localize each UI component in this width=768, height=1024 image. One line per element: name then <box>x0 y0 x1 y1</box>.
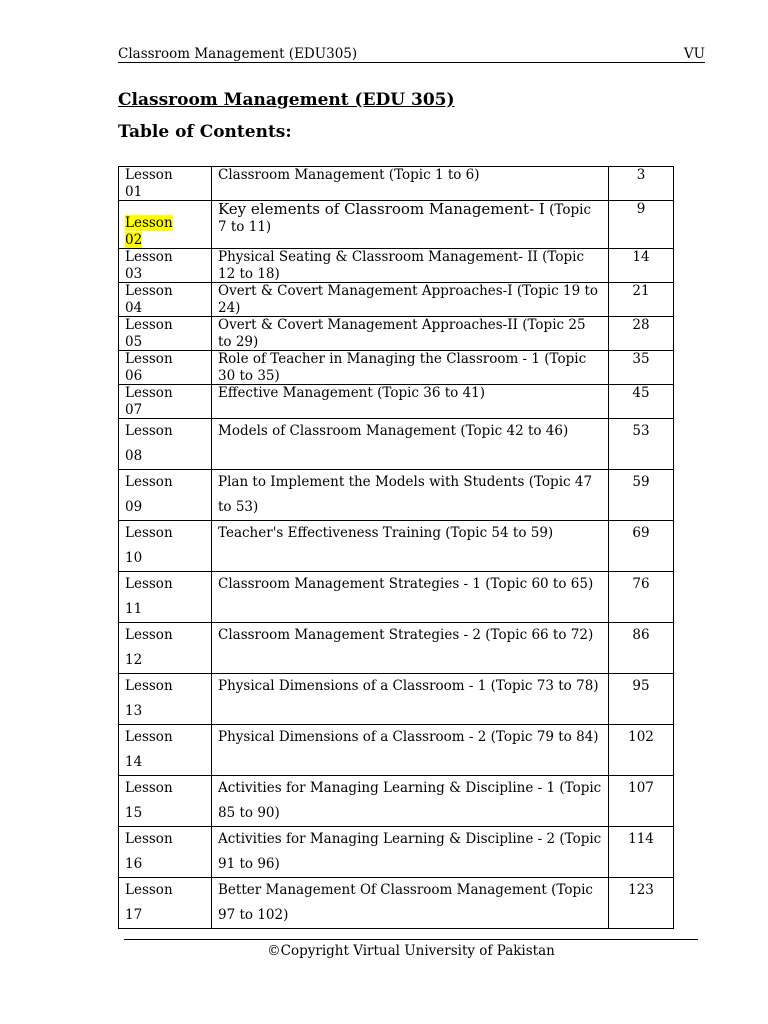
toc-row <box>119 470 674 521</box>
lesson-number-cell: Lesson 12 <box>119 623 212 674</box>
page-number-cell: 45 <box>609 385 674 419</box>
lesson-title-cell: Effective Management (Topic 36 to 41) <box>212 385 609 419</box>
page-number-cell: 76 <box>609 572 674 623</box>
toc-row <box>119 725 674 776</box>
lesson-number-cell: Lesson 14 <box>119 725 212 776</box>
lesson-number-cell: Lesson 08 <box>119 419 212 470</box>
toc-row <box>119 249 674 283</box>
toc-row <box>119 317 674 351</box>
highlighted-text: Lesson <box>125 215 173 231</box>
page-number-cell: 102 <box>609 725 674 776</box>
copyright-footer: ©Copyright Virtual University of Pakistan <box>267 943 555 959</box>
lesson-number-cell: Lesson 10 <box>119 521 212 572</box>
lesson-number-cell <box>119 201 212 249</box>
lesson-title-cell: Classroom Management (Topic 1 to 6) <box>212 167 609 201</box>
lesson-number-cell: Lesson 11 <box>119 572 212 623</box>
lesson-title-cell: Overt & Covert Management Approaches-II (Topic 25 to 29) <box>212 317 609 351</box>
toc-row <box>119 167 674 201</box>
toc-row <box>119 419 674 470</box>
footer-divider <box>124 939 698 940</box>
page-number-cell: 28 <box>609 317 674 351</box>
lesson-number-cell: Lesson 01 <box>119 167 212 201</box>
header-institution: VU <box>683 46 705 62</box>
lesson-number-cell: Lesson 16 <box>119 827 212 878</box>
toc-row <box>119 283 674 317</box>
page-number-cell: 53 <box>609 419 674 470</box>
highlighted-text: 02 <box>125 231 143 248</box>
page-number-cell: 21 <box>609 283 674 317</box>
page-number-cell: 95 <box>609 674 674 725</box>
lesson-title-cell: Better Management Of Classroom Management (Topic 97 to 102) <box>212 878 609 929</box>
page-number-cell: 59 <box>609 470 674 521</box>
lesson-title-cell: Classroom Management Strategies - 2 (Topic 66 to 72) <box>212 623 609 674</box>
page-header <box>118 46 705 63</box>
toc-row <box>119 385 674 419</box>
lesson-number-cell: Lesson 06 <box>119 351 212 385</box>
page-number-cell: 14 <box>609 249 674 283</box>
header-course-title: Classroom Management (EDU305) <box>118 46 358 62</box>
lesson-title-cell: Role of Teacher in Managing the Classroom - 1 (Topic 30 to 35) <box>212 351 609 385</box>
page-number-cell: 3 <box>609 167 674 201</box>
lesson-title-cell: Physical Dimensions of a Classroom - 2 (Topic 79 to 84) <box>212 725 609 776</box>
toc-row <box>119 674 674 725</box>
page-number-cell: 107 <box>609 776 674 827</box>
lesson-number-cell: Lesson 09 <box>119 470 212 521</box>
page-number-cell: 123 <box>609 878 674 929</box>
toc-row <box>119 878 674 929</box>
lesson-title-cell: Activities for Managing Learning & Discipline - 2 (Topic 91 to 96) <box>212 827 609 878</box>
document-title: Classroom Management (EDU 305) <box>118 90 455 110</box>
lesson-title-cell: Physical Dimensions of a Classroom - 1 (Topic 73 to 78) <box>212 674 609 725</box>
lesson-title-cell: Models of Classroom Management (Topic 42 to 46) <box>212 419 609 470</box>
lesson-number-cell: Lesson 04 <box>119 283 212 317</box>
lesson-number-cell: Lesson 05 <box>119 317 212 351</box>
page-number-cell: 86 <box>609 623 674 674</box>
lesson-number-cell: Lesson 13 <box>119 674 212 725</box>
toc-row <box>119 623 674 674</box>
toc-row <box>119 351 674 385</box>
page-number-cell: 114 <box>609 827 674 878</box>
lesson-title-cell: Plan to Implement the Models with Students (Topic 47 to 53) <box>212 470 609 521</box>
toc-row <box>119 572 674 623</box>
toc-row <box>119 776 674 827</box>
lesson-title-cell: Classroom Management Strategies - 1 (Topic 60 to 65) <box>212 572 609 623</box>
toc-row <box>119 521 674 572</box>
page-number-cell: 35 <box>609 351 674 385</box>
lesson-title-cell: Physical Seating & Classroom Management- II (Topic 12 to 18) <box>212 249 609 283</box>
lesson-title-cell: Teacher's Effectiveness Training (Topic 54 to 59) <box>212 521 609 572</box>
lesson-number-cell: Lesson 03 <box>119 249 212 283</box>
lesson-title-cell: Activities for Managing Learning & Discipline - 1 (Topic 85 to 90) <box>212 776 609 827</box>
page-number-cell: 9 <box>609 201 674 249</box>
page-number-cell: 69 <box>609 521 674 572</box>
table-of-contents <box>118 166 674 929</box>
toc-heading: Table of Contents: <box>118 122 292 142</box>
lesson-number-cell: Lesson 07 <box>119 385 212 419</box>
lesson-number-cell: Lesson 17 <box>119 878 212 929</box>
lesson-number-cell: Lesson 15 <box>119 776 212 827</box>
lesson-title-cell: Overt & Covert Management Approaches-I (Topic 19 to 24) <box>212 283 609 317</box>
toc-row <box>119 201 674 249</box>
lesson-title-cell: Key elements of Classroom Management- I (Topic 7 to 11) <box>212 201 609 249</box>
toc-row <box>119 827 674 878</box>
